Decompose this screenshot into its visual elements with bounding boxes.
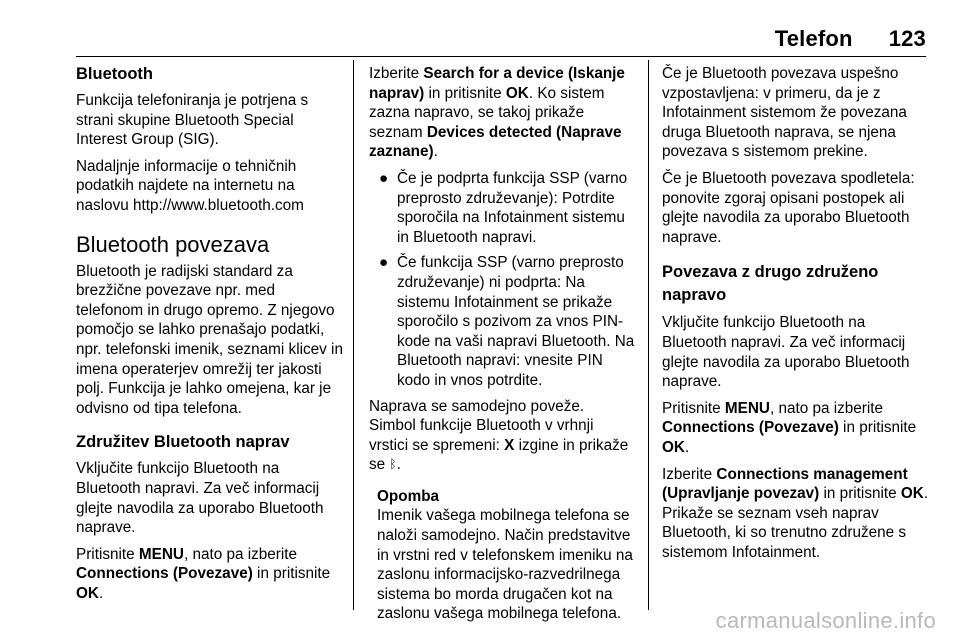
menu-item-label: Connections management (Upravljanje povezav)	[662, 465, 908, 503]
column-3	[662, 64, 930, 569]
menu-key-label: MENU	[138, 545, 184, 563]
section-heading-bluetooth: Bluetooth	[76, 65, 153, 83]
watermark: carmanualsonline.info	[715, 608, 936, 633]
paragraph: Izberite Connections management (Upravljanje povezav) in pritisnite OK. Prikaže se seznam vseh naprav Bluetooth, ki so trenutno združene s sistemom Infotainment.	[662, 465, 929, 561]
bullet-icon: ●	[379, 254, 389, 272]
ok-key-label: OK	[505, 84, 529, 102]
bullet-list	[369, 169, 635, 391]
bluetooth-icon: ᛒ	[389, 457, 397, 472]
note-title: Opomba	[377, 487, 440, 505]
paragraph: Pritisnite MENU, nato pa izberite Connections (Povezave) in pritisnite OK.	[76, 545, 331, 602]
paragraph: Vključite funkcijo Bluetooth na Bluetooth napravi. Za več informacij glejte navodila za uporabo Bluetooth naprave.	[662, 314, 910, 391]
paragraph: Funkcija telefoniranja je potrjena s strani skupine Bluetooth Special Interest Group (SIG).	[76, 92, 309, 149]
paragraph: Bluetooth je radijski standard za brezžične povezave npr. med telefonom in drugo opremo. Z njegovo pomočjo se lahko prenašajo podatki, npr. telefonski imenik, seznami klicev in imena operaterjev omrežij ter jakosti polj. Funkcija je lahko omejena, kar je odvisno od tipa telefona.	[76, 262, 343, 417]
section-heading-bluetooth-povezava: Bluetooth povezava	[76, 231, 270, 257]
ok-key-label: OK	[900, 485, 924, 503]
paragraph: Pritisnite MENU, nato pa izberite Connections (Povezave) in pritisnite OK.	[662, 399, 917, 456]
list-item: ● Če je podprta funkcija SSP (varno preprosto združevanje): Potrdite sporočila na Infotainment sistemu in Bluetooth napravi.	[379, 169, 628, 246]
ok-key-label: OK	[662, 438, 685, 456]
paragraph: Če je Bluetooth povezava spodletela: ponovite zgoraj opisani postopek ali glejte navodila za uporabo Bluetooth naprave.	[662, 169, 915, 246]
menu-item-label: Devices detected (Naprave zaznane)	[369, 123, 622, 161]
bullet-icon: ●	[379, 169, 389, 187]
paragraph: Nadaljnje informacije o tehničnih podatkih najdete na internetu na naslovu http://www.bluetooth.com	[76, 157, 304, 214]
page-header	[775, 26, 926, 52]
note-text: Imenik vašega mobilnega telefona se naloži samodejno. Način predstavitve in vrstni red v telefonskem imeniku na zaslonu informacijsko-razvedrilnega sistema bo morda drugačen kot na zaslonu vašega mobilnega telefona.	[377, 507, 633, 623]
note-box	[369, 487, 635, 624]
menu-item-label: Connections (Povezave)	[662, 419, 839, 437]
ok-key-label: OK	[76, 584, 99, 602]
menu-item-label: Search for a device (Iskanje naprav)	[369, 65, 625, 102]
subsection-heading-druga-naprava: Povezava z drugo združeno napravo	[662, 263, 879, 305]
paragraph: Izberite Search for a device (Iskanje naprav) in pritisnite OK. Ko sistem zazna napravo, se takoj prikaže seznam Devices detected (Naprave zaznane).	[369, 65, 625, 161]
subsection-heading-zdruzitev: Združitev Bluetooth naprav	[76, 433, 290, 452]
header-divider	[76, 56, 926, 57]
page-number: 123	[888, 26, 926, 51]
menu-key-label: MENU	[724, 399, 770, 417]
column-2	[369, 64, 635, 624]
paragraph: Vključite funkcijo Bluetooth na Bluetooth napravi. Za več informacij glejte navodila za uporabo Bluetooth naprave.	[76, 460, 324, 537]
x-symbol: X	[504, 436, 515, 454]
menu-item-label: Connections (Povezave)	[76, 565, 253, 583]
paragraph: Naprava se samodejno poveže. Simbol funkcije Bluetooth v vrhnji vrstici se spremeni: X izgine in prikaže se ᛒ.	[369, 397, 629, 474]
list-item: ● Če funkcija SSP (varno preprosto združevanje) ni podprta: Na sistemu Infotainment se prikaže sporočilo s pozivom za vnos PIN-kode na vaši napravi Bluetooth. Na Bluetooth napravi: vnesite PIN kodo in vnos potrdite.	[379, 254, 635, 389]
column-1	[76, 64, 344, 610]
column-divider	[648, 60, 649, 610]
header-title: Telefon	[774, 26, 853, 51]
paragraph: Če je Bluetooth povezava uspešno vzpostavljena: v primeru, da je z Infotainment sistemom že povezana druga Bluetooth naprava, se njena povezava s sistemom prekine.	[662, 65, 907, 161]
column-divider	[353, 60, 354, 610]
